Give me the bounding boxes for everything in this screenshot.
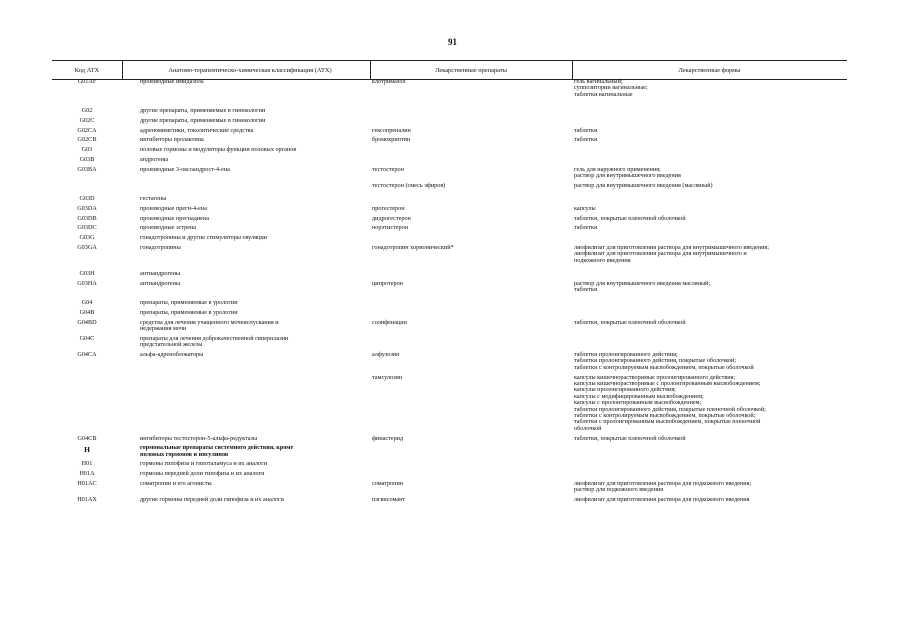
row-form: капсулы bbox=[574, 204, 596, 212]
row-classification: производные 3-оксоандрост-4-ена bbox=[140, 165, 230, 173]
row-drug: солифенацин bbox=[372, 318, 407, 326]
table-row bbox=[52, 245, 847, 271]
header-classification: Анатомо-терапевтическо-химическая классификация (АТХ) bbox=[168, 66, 332, 74]
row-code: G04CA bbox=[77, 350, 97, 358]
row-drug: бромокриптин bbox=[372, 136, 411, 144]
table-header bbox=[52, 60, 847, 80]
row-classification: другие препараты, применяемые в гинекологии bbox=[140, 107, 266, 114]
row-classification: гестагены bbox=[140, 194, 167, 202]
row-classification: препараты для лечения доброкачественной гиперплазии предстательной железы bbox=[140, 334, 289, 349]
row-classification: гормональные препараты системного действия, кроме половых гормонов и инсулинов bbox=[140, 444, 294, 458]
row-form: раствор для внутримышечного введения (масляный) bbox=[574, 181, 713, 189]
table-row bbox=[52, 497, 847, 507]
table-row bbox=[52, 167, 847, 183]
row-code: G03H bbox=[79, 269, 95, 277]
row-classification: производные эстрена bbox=[140, 224, 197, 232]
row-classification: гормоны передней доли гипофиза и их аналоги bbox=[140, 470, 265, 478]
header-drugs: Лекарственные препараты bbox=[435, 66, 507, 74]
row-code: G02CA bbox=[77, 126, 97, 134]
row-drug: финастерид bbox=[372, 434, 404, 442]
row-code: H01AX bbox=[77, 496, 97, 504]
row-drug: дидрогестерон bbox=[372, 214, 411, 222]
row-classification: ингибиторы тестостерон-5-альфа-редуктазы bbox=[140, 434, 258, 442]
row-form: гель вагинальный; суппозитории вагинальные; таблетки вагинальные bbox=[574, 78, 648, 98]
row-code: H01AC bbox=[77, 480, 97, 488]
row-drug: ципротерон bbox=[372, 279, 403, 287]
row-code: G03HA bbox=[77, 279, 97, 287]
header-divider bbox=[122, 61, 123, 79]
row-code: G03DA bbox=[77, 204, 97, 212]
table-row bbox=[52, 320, 847, 336]
row-classification: производные прегнадиена bbox=[140, 214, 209, 222]
row-form: таблетки пролонгированного действия; таблетки пролонгированного действия, покрытые оболочкой; таблетки с контролируемым высвобождением, покрытые оболочкой bbox=[574, 350, 754, 371]
row-code: G03D bbox=[79, 194, 95, 202]
row-form: раствор для внутримышечного введения масляный; таблетки bbox=[574, 279, 711, 293]
row-drug: прогестерон bbox=[372, 204, 405, 212]
row-classification: гормоны гипофиза и гипоталамуса и их аналоги bbox=[140, 460, 268, 468]
row-form: таблетки, покрытые пленочной оболочкой bbox=[574, 214, 686, 222]
row-form: лиофилизат для приготовления раствора для подкожного введения; раствор для подкожного введения bbox=[574, 480, 752, 494]
row-classification: производные прегн-4-ена bbox=[140, 204, 207, 212]
row-form: таблетки, покрытые пленочной оболочкой bbox=[574, 318, 686, 326]
row-drug: гексопреналин bbox=[372, 126, 411, 134]
row-form: таблетки bbox=[574, 224, 598, 232]
row-classification: другие гормоны передней доли гипофиза и их аналоги bbox=[140, 496, 284, 504]
table-row bbox=[52, 352, 847, 375]
row-classification: ингибиторы пролактина bbox=[140, 136, 204, 144]
page-number: 91 bbox=[448, 37, 457, 47]
row-classification: гонадотропины и другие стимуляторы овуляции bbox=[140, 234, 267, 242]
row-drug: тестостерон (смесь эфиров) bbox=[372, 181, 446, 189]
row-code: G04C bbox=[79, 334, 95, 342]
table-row bbox=[52, 336, 847, 352]
row-code: G04BD bbox=[77, 318, 97, 326]
row-code: G03BA bbox=[77, 165, 97, 173]
row-code: G02CB bbox=[77, 136, 97, 144]
row-code: G03G bbox=[79, 234, 95, 242]
row-code: H01A bbox=[79, 470, 95, 478]
row-form: таблетки, покрытые пленочной оболочкой bbox=[574, 434, 686, 442]
table-row bbox=[52, 445, 847, 461]
row-code: G03B bbox=[79, 155, 95, 163]
row-form: капсулы кишечнорастворимые пролонгированного действия; капсулы кишечнорастворимые с пролонгированным высвобождением; капсулы пролонгированного действия; капсулы с модифицированным высвобождением; капсулы с пролонгированным высвобождением; таблетки пролонгированного действия, покрытые пленочной оболочкой; таблетки с контролируемым высвобождением, покрытые оболочкой; таблетки с пролонгированным высвобождением, покрытые пленочной оболочкой bbox=[574, 373, 766, 432]
row-code: G03DC bbox=[77, 224, 97, 232]
row-classification: другие препараты, применяемые в гинекологии bbox=[140, 116, 266, 124]
row-drug: пэгвисомант bbox=[372, 496, 406, 504]
table-body bbox=[52, 79, 847, 507]
row-classification: альфа-адреноблокаторы bbox=[140, 350, 204, 358]
row-form: лиофилизат для приготовления раствора для подкожного введения bbox=[574, 496, 750, 504]
row-classification: препараты, применяемые в урологии bbox=[140, 298, 238, 306]
header-code: Код АТХ bbox=[74, 66, 100, 74]
table-row bbox=[52, 281, 847, 300]
row-code: G01AF bbox=[77, 78, 97, 85]
row-drug: соматропин bbox=[372, 480, 404, 488]
row-form: лиофилизат для приготовления раствора для внутримышечного введения; лиофилизат для приготовления раствора для внутримышечного и подкожного введения bbox=[574, 243, 769, 264]
table-row bbox=[52, 183, 847, 196]
row-code: G02 bbox=[81, 107, 93, 114]
row-classification: соматропин и его агонисты bbox=[140, 480, 212, 488]
table-row bbox=[52, 375, 847, 436]
row-classification: антиандрогены bbox=[140, 279, 181, 287]
row-form: таблетки bbox=[574, 136, 598, 144]
row-form: гель для наружного применения; раствор для внутримышечного введения bbox=[574, 165, 681, 180]
row-drug: норэтистерон bbox=[372, 224, 409, 232]
row-drug: клотримазол bbox=[372, 78, 406, 85]
row-code: G04 bbox=[81, 298, 93, 306]
row-drug: алфузозин bbox=[372, 350, 400, 358]
table-row bbox=[52, 481, 847, 497]
row-code: G03 bbox=[81, 146, 93, 154]
table-row bbox=[52, 79, 847, 108]
row-classification: производные имидазола bbox=[140, 78, 204, 85]
row-drug: гонадотропин хорионический* bbox=[372, 243, 454, 251]
header-forms: Лекарственные формы bbox=[678, 66, 741, 74]
row-classification: гонадотропины bbox=[140, 243, 181, 251]
row-drug: тамсулозин bbox=[372, 373, 403, 381]
row-code: G04CB bbox=[77, 434, 97, 442]
row-classification: средства для лечения учащенного мочеиспускания и недержания мочи bbox=[140, 318, 279, 332]
row-classification: препараты, применяемые в урологии bbox=[140, 308, 238, 316]
row-classification: андрогены bbox=[140, 155, 169, 163]
row-code: H01 bbox=[81, 460, 93, 468]
table-row bbox=[52, 147, 847, 157]
row-code: H bbox=[84, 445, 90, 455]
row-code: G03DB bbox=[77, 214, 97, 222]
row-classification: антиандрогены bbox=[140, 269, 181, 277]
row-code: G03GA bbox=[77, 243, 97, 251]
row-form: таблетки bbox=[574, 126, 598, 134]
row-code: G04B bbox=[79, 308, 95, 316]
row-drug: тестостерон bbox=[372, 165, 404, 173]
row-classification: половые гормоны и модуляторы функции половых органов bbox=[140, 146, 297, 154]
row-classification: адреномиметики, токолитические средства bbox=[140, 126, 254, 134]
row-code: G02C bbox=[79, 116, 95, 124]
